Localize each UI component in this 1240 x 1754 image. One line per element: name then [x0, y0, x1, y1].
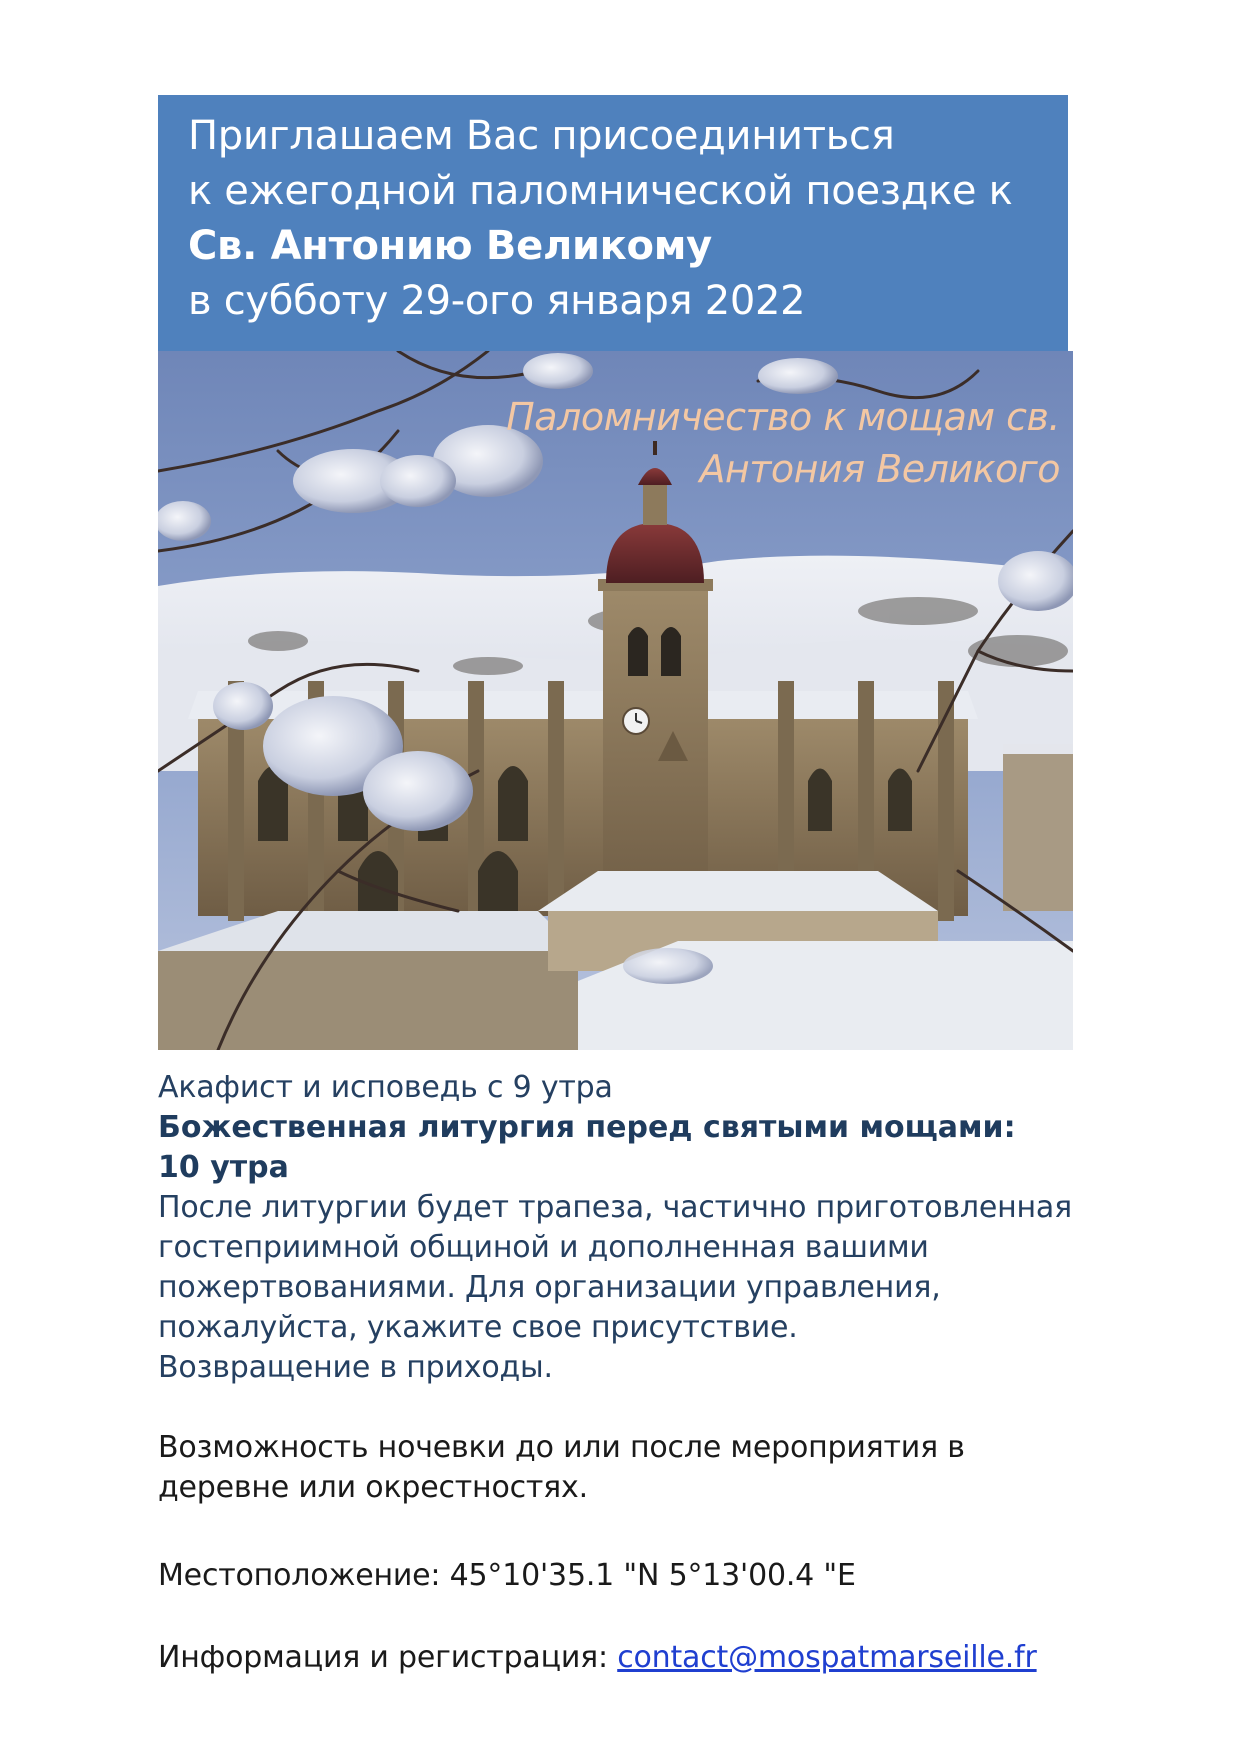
meal-line-3: пожертвованиями. Для организации управления,	[158, 1270, 941, 1305]
return-note: Возвращение в приходы.	[158, 1350, 553, 1385]
banner-date: в субботу 29-ого января 2022	[188, 278, 806, 324]
contact-email-link[interactable]: contact@mospatmarseille.fr	[617, 1640, 1037, 1675]
photo-caption-line-1: Паломничество к мощам св.	[506, 395, 1060, 439]
liturgy-heading: Божественная литургия перед святыми мощами:	[158, 1110, 1016, 1145]
banner-line-1: Приглашаем Вас присоединиться	[188, 113, 895, 159]
meal-line-2: гостеприимной общиной и дополненная вашими	[158, 1230, 929, 1265]
meal-line-4: пожалуйста, укажите свое присутствие.	[158, 1310, 798, 1345]
banner-saint-name: Св. Антонию Великому	[188, 223, 712, 269]
location-coordinates: Местоположение: 45°10'35.1 "N 5°13'00.4 "E	[158, 1558, 856, 1593]
contact-line	[158, 1638, 1078, 1678]
akathist-time: Акафист и исповедь с 9 утра	[158, 1070, 613, 1105]
photo-caption	[420, 391, 1060, 495]
lodging-line-1: Возможность ночевки до или после мероприятия в	[158, 1430, 965, 1465]
contact-label: Информация и регистрация:	[158, 1640, 618, 1675]
photo-caption-line-2: Антония Великого	[699, 447, 1060, 491]
event-details	[158, 1068, 1078, 1678]
invitation-banner	[158, 95, 1068, 351]
lodging-line-2: деревне или окрестностях.	[158, 1470, 588, 1505]
banner-line-2: к ежегодной паломнической поездке к	[188, 168, 1013, 214]
meal-line-1: После литургии будет трапеза, частично приготовленная	[158, 1190, 1072, 1225]
liturgy-time: 10 утра	[158, 1150, 289, 1185]
